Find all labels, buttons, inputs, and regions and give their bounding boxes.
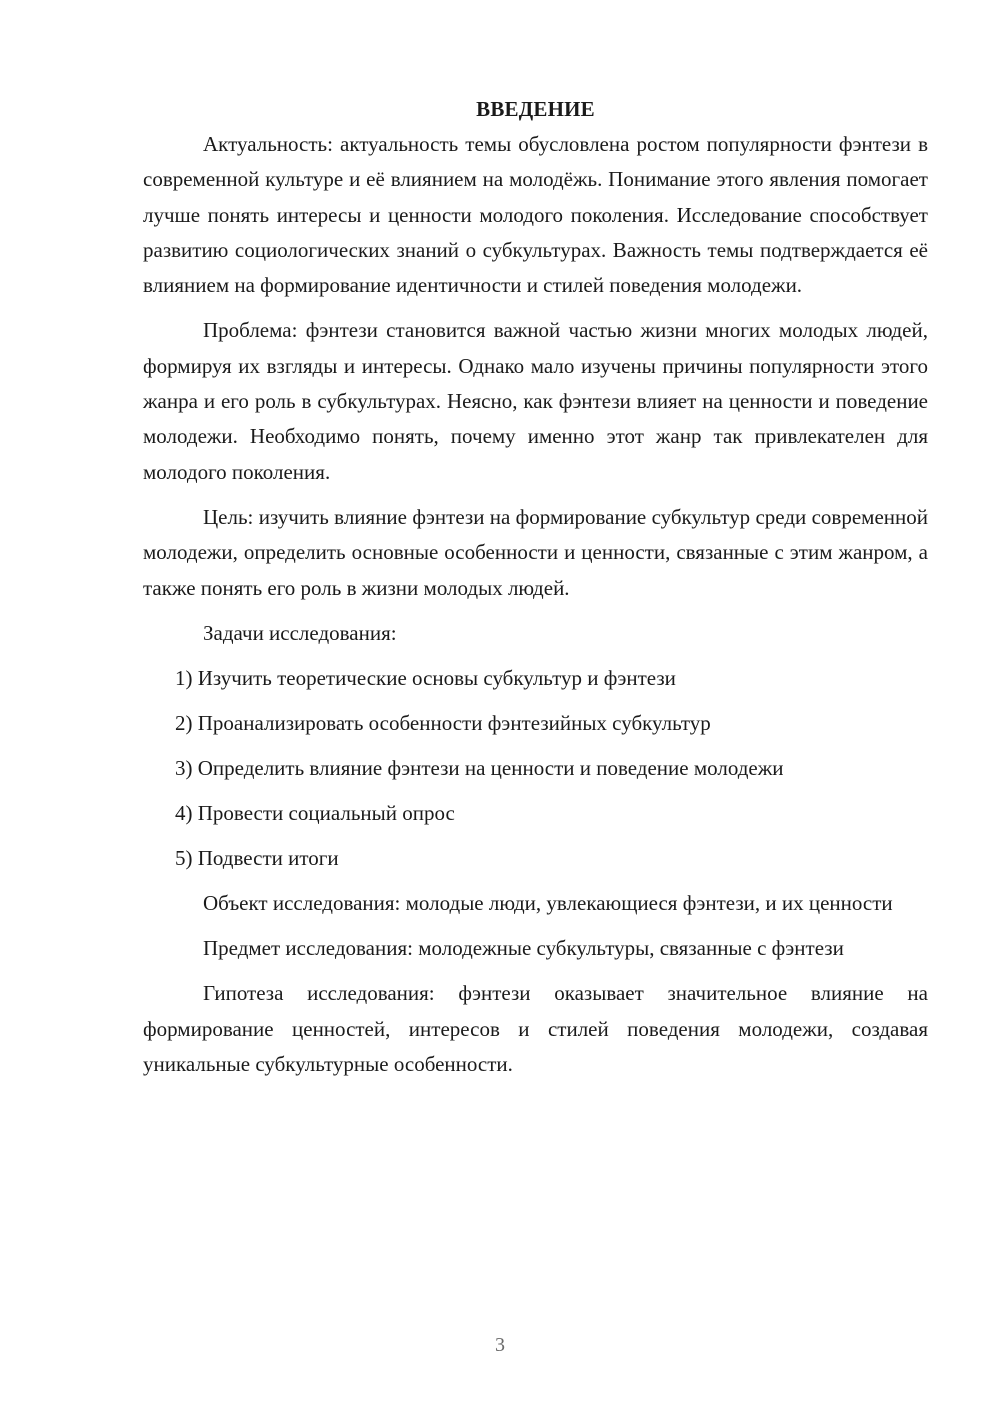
task-item: 5) Подвести итоги (175, 845, 339, 870)
task-item: 1) Изучить теоретические основы субкультур и фэнтези (175, 665, 676, 690)
section-title: ВВЕДЕНИЕ (476, 97, 595, 121)
subject-paragraph: Предмет исследования: молодежные субкультуры, связанные с фэнтези (203, 936, 844, 961)
tasks-list (143, 661, 928, 876)
goal-paragraph: Цель: изучить влияние фэнтези на формирование субкультур среди современной молодежи, определить основные особенности и ценности, связанные с этим жанром, а также понять его роль в жизни молодых людей. (143, 504, 928, 600)
task-item: 4) Провести социальный опрос (175, 800, 455, 825)
task-item: 3) Определить влияние фэнтези на ценности и поведение молодежи (175, 755, 784, 780)
page-number: 3 (495, 1334, 505, 1356)
tasks-heading: Задачи исследования: (203, 620, 397, 645)
hypothesis-paragraph: Гипотеза исследования: фэнтези оказывает значительное влияние на формирование ценностей, интересов и стилей поведения молодежи, создавая уникальные субкультурные особенности. (143, 981, 928, 1077)
relevance-paragraph: Актуальность: актуальность темы обусловлена ростом популярности фэнтези в современной культуре и её влиянием на молодёжь. Понимание этого явления помогает лучше понять интересы и ценности молодого поколения. Исследование способствует развитию социологических знаний о субкультурах. Важность темы подтверждается её влиянием на формирование идентичности и стилей поведения молодежи. (143, 132, 928, 298)
document-body (143, 92, 928, 1092)
object-paragraph: Объект исследования: молодые люди, увлекающиеся фэнтези, и их ценности (203, 890, 893, 915)
problem-paragraph: Проблема: фэнтези становится важной частью жизни многих молодых людей, формируя их взгляды и интересы. Однако мало изучены причины популярности этого жанра и его роль в субкультурах. Неясно, как фэнтези влияет на ценности и поведение молодежи. Необходимо понять, почему именно этот жанр так привлекателен для молодого поколения. (143, 318, 928, 484)
task-item: 2) Проанализировать особенности фэнтезийных субкультур (175, 710, 711, 735)
